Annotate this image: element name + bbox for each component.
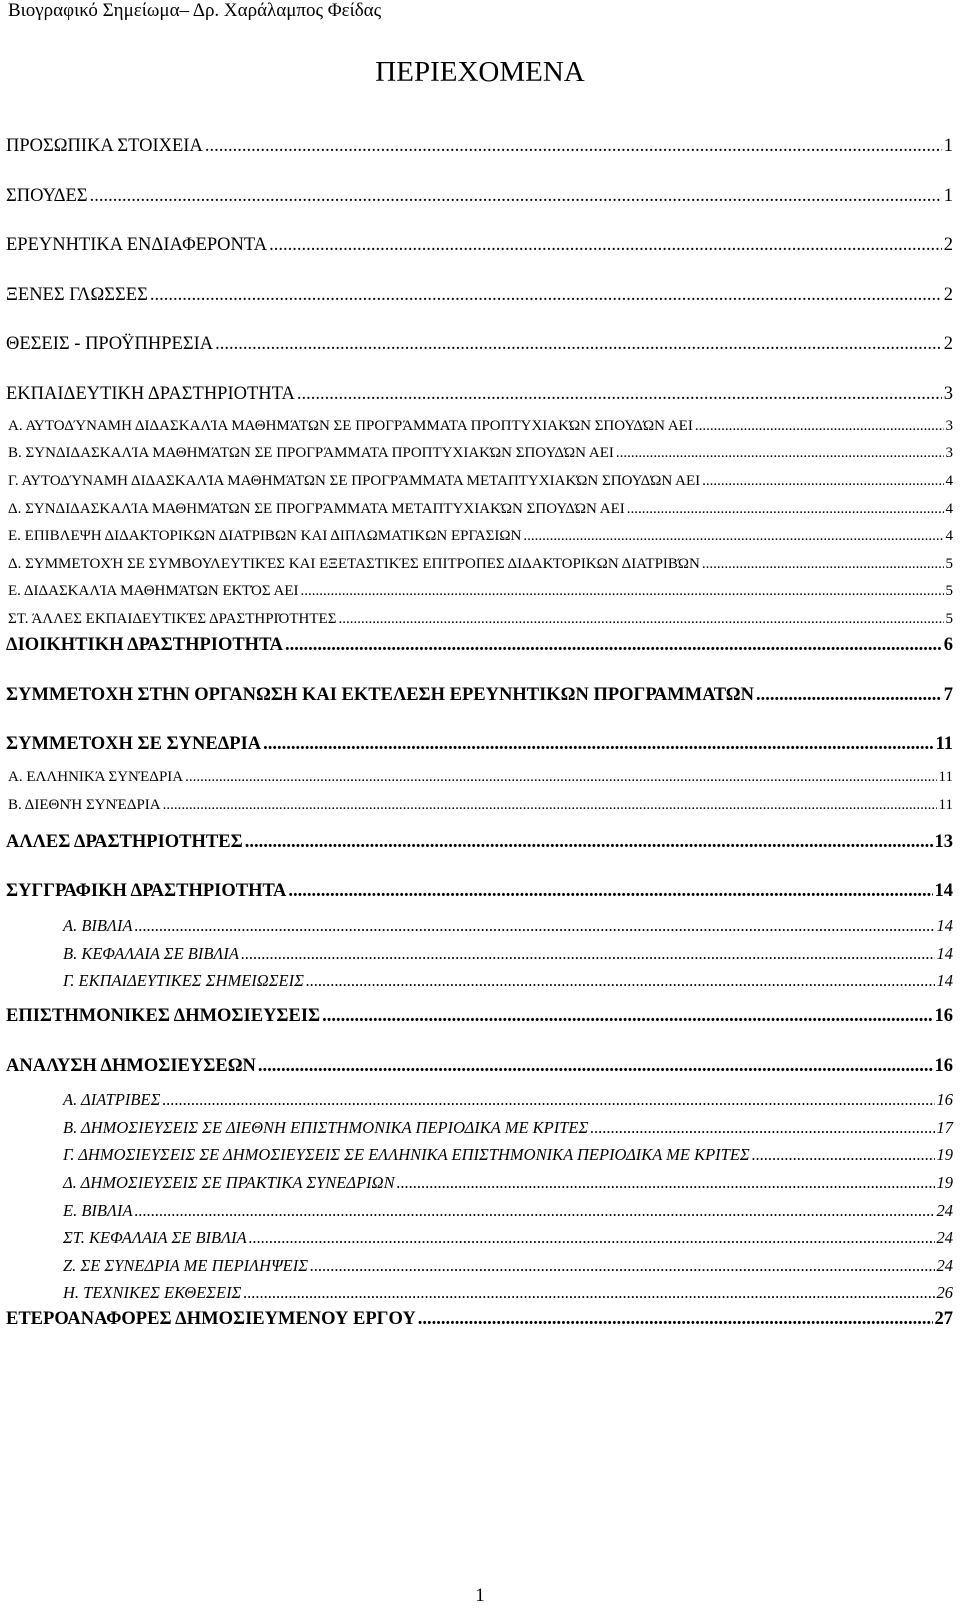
toc-entry-page: 2 [943, 334, 953, 354]
dot-leader [249, 1228, 935, 1248]
dot-leader [397, 1173, 935, 1193]
dot-leader [418, 1309, 933, 1330]
toc-entry-page: 27 [934, 1309, 953, 1329]
toc-entry-page: 3 [945, 445, 953, 461]
toc-entry [6, 285, 953, 306]
toc-entry-label: ΣΥΜΜΕΤΟΧΗ ΣΤΗΝ ΟΡΓΑΝΩΣΗ ΚΑΙ ΕΚΤΕΛΕΣΗ ΕΡΕΥΝΗΤΙΚΩΝ ΠΡΟΓΡΑΜΜΑΤΩΝ [6, 685, 754, 705]
dot-leader [338, 611, 943, 628]
toc-entry-page: 11 [938, 769, 953, 785]
toc-entry [63, 944, 953, 964]
toc-entry-label: Β. ΣΥΝΔΙΔΑΣΚΑΛΊΑ ΜΑΘΗΜΆΤΩΝ ΣΕ ΠΡΟΓΡΆΜΜΑΤΑ ΠΡΟΠΤΥΧΙΑΚΏΝ ΣΠΟΥΔΏΝ ΑΕΙ [8, 445, 614, 461]
toc-entry-page: 16 [934, 1056, 953, 1076]
toc-entry-label: Ε. ΔΙΔΑΣΚΑΛΊΑ ΜΑΘΗΜΆΤΩΝ ΕΚΤΌΣ ΑΕΙ [8, 583, 299, 599]
toc-entry-label: ΕΠΙΣΤΗΜΟΝΙΚΕΣ ΔΗΜΟΣΙΕΥΣΕΙΣ [6, 1006, 321, 1026]
dot-leader [163, 797, 937, 814]
toc-entry [8, 583, 953, 600]
toc-entry-page: 16 [934, 1006, 953, 1026]
dot-leader [205, 136, 942, 157]
toc-entry [8, 528, 953, 545]
toc-entry [63, 916, 953, 936]
toc-entry [6, 881, 953, 902]
toc-entry-page: 14 [934, 881, 953, 901]
toc-entry-page: 5 [945, 556, 953, 572]
toc-entry [6, 235, 953, 256]
toc-entry [63, 971, 953, 991]
toc-entry-page: 3 [943, 384, 953, 404]
toc-entry-page: 24 [936, 1256, 953, 1275]
toc-entry-label: ΣΥΓΓΡΑΦΙΚΗ ΔΡΑΣΤΗΡΙΟΤΗΤΑ [6, 881, 287, 901]
toc-entry [8, 501, 953, 518]
toc-entry-page: 13 [934, 832, 953, 852]
toc-entry-label: ΣΠΟΥΔΕΣ [6, 186, 88, 206]
toc-entry-page: 7 [943, 685, 953, 705]
toc-entry-page: 2 [943, 235, 953, 255]
toc-entry-page: 1 [943, 186, 953, 206]
toc-entry-label: Δ. ΣΥΜΜΕΤΟΧΉ ΣΕ ΣΥΜΒΟΥΛΕΥΤΙΚΈΣ ΚΑΙ ΕΞΕΤΑΣΤΙΚΈΣ ΕΠΙΤΡΟΠΕΣ ΔΙΔΑΚΤΟΡΙΚΩΝ ΔΙΑΤΡΙΒΏΝ [8, 556, 700, 572]
dot-leader [245, 832, 933, 853]
toc-entry-page: 14 [936, 971, 953, 990]
dot-leader [590, 1118, 934, 1138]
dot-leader [306, 971, 935, 991]
toc-entry-page: 4 [945, 528, 953, 544]
toc-entry [6, 1056, 953, 1077]
toc-entry-label: ΕΚΠΑΙΔΕΥΤΙΚΗ ΔΡΑΣΤΗΡΙΟΤΗΤΑ [6, 384, 295, 404]
toc-entry-label: ΠΡΟΣΩΠΙΚΑ ΣΤΟΙΧΕΙΑ [6, 136, 203, 156]
dot-leader [695, 418, 944, 435]
dot-leader [258, 1056, 933, 1077]
dot-leader [269, 235, 942, 256]
toc-entry-label: ΕΡΕΥΝΗΤΙΚΑ ΕΝΔΙΑΦΕΡΟΝΤΑ [6, 235, 268, 255]
toc-entry-page: 4 [945, 473, 953, 489]
toc-entry [8, 556, 953, 573]
toc-entry [63, 1118, 953, 1138]
dot-leader [285, 635, 942, 656]
toc-entry-label: ΑΛΛΕΣ ΔΡΑΣΤΗΡΙΟΤΗΤΕΣ [6, 832, 243, 852]
toc-entry-page: 1 [943, 136, 953, 156]
toc-entry-label: Ε. ΒΙΒΛΙΑ [63, 1201, 133, 1220]
toc-entry-label: Δ. ΔΗΜΟΣΙΕΥΣΕΙΣ ΣΕ ΠΡΑΚΤΙΚΑ ΣΥΝΕΔΡΙΩΝ [63, 1173, 395, 1192]
running-header: Βιογραφικό Σημείωμα– Δρ. Χαράλαμπος Φείδας [8, 0, 382, 21]
toc-entry-label: Β. ΔΙΕΘΝΉ ΣΥΝΈΔΡΙΑ [8, 797, 161, 813]
toc-entry-label: Ζ. ΣΕ ΣΥΝΕΔΡΙΑ ΜΕ ΠΕΡΙΛΗΨΕΙΣ [63, 1256, 309, 1275]
dot-leader [288, 881, 932, 902]
toc-entry [6, 334, 953, 355]
toc-entry-page: 2 [943, 285, 953, 305]
toc-entry [63, 1090, 953, 1110]
toc-entry-page: 24 [936, 1228, 953, 1247]
toc-entry-page: 4 [945, 501, 953, 517]
toc-entry-page: 19 [936, 1145, 953, 1164]
toc-entry [63, 1228, 953, 1248]
toc-entry-label: ΣΥΜΜΕΤΟΧΗ ΣΕ ΣΥΝΕΔΡΙΑ [6, 734, 262, 754]
toc-entry-page: 11 [938, 797, 953, 813]
toc-entry [63, 1283, 953, 1303]
toc-entry [6, 1006, 953, 1027]
toc-entry [8, 418, 953, 435]
toc-entry-label: Β. ΔΗΜΟΣΙΕΥΣΕΙΣ ΣΕ ΔΙΕΘΝΗ ΕΠΙΣΤΗΜΟΝΙΚΑ ΠΕΡΙΟΔΙΚΑ ΜΕ ΚΡΙΤΕΣ [63, 1118, 589, 1137]
toc-entry-label: ΔΙΟΙΚΗΤΙΚΗ ΔΡΑΣΤΗΡΙΟΤΗΤΑ [6, 635, 283, 655]
toc-entry-label: ΞΕΝΕΣ ΓΛΩΣΣΕΣ [6, 285, 148, 305]
toc-entry-label: ΑΝΑΛΥΣΗ ΔΗΜΟΣΙΕΥΣΕΩΝ [6, 1056, 256, 1076]
toc-entry-label: Η. ΤΕΧΝΙΚΕΣ ΕΚΘΕΣΕΙΣ [63, 1283, 242, 1302]
dot-leader [243, 1283, 934, 1303]
toc-entry-page: 17 [936, 1118, 953, 1137]
dot-leader [297, 384, 942, 405]
dot-leader [616, 445, 944, 462]
dot-leader [702, 556, 944, 573]
toc-entry [6, 136, 953, 157]
page-title: ΠΕΡΙΕΧΟΜΕΝΑ [375, 56, 585, 88]
dot-leader [702, 473, 943, 490]
toc-entry-label: ΕΤΕΡΟΑΝΑΦΟΡΕΣ ΔΗΜΟΣΙΕΥΜΕΝΟΥ ΕΡΓΟΥ [6, 1309, 416, 1329]
toc-entry-label: Γ. ΑΥΤΟΔΎΝΑΜΗ ΔΙΔΑΣΚΑΛΊΑ ΜΑΘΗΜΆΤΩΝ ΣΕ ΠΡΟΓΡΆΜΜΑΤΑ ΜΕΤΑΠΤΥΧΙΑΚΏΝ ΣΠΟΥΔΏΝ ΑΕΙ [8, 473, 701, 489]
toc-entry-label: Ε. ΕΠΙΒΛΕΨΗ ΔΙΔΑΚΤΟΡΙΚΩΝ ΔΙΑΤΡΙΒΩΝ ΚΑΙ ΔΙΠΛΩΜΑΤΙΚΩΝ ΕΡΓΑΣΙΩΝ [8, 528, 522, 544]
toc-entry-label: ΘΕΣΕΙΣ - ΠΡΟΫΠΗΡΕΣΙΑ [6, 334, 214, 354]
toc-entry-page: 26 [936, 1283, 953, 1302]
toc-entry [6, 685, 953, 706]
toc-entry-page: 11 [935, 734, 953, 754]
toc-entry-page: 14 [936, 944, 953, 963]
toc-entry [63, 1201, 953, 1221]
toc-entry [6, 635, 953, 656]
toc-entry-page: 5 [945, 611, 953, 627]
dot-leader [310, 1256, 934, 1276]
toc-entry [6, 734, 953, 755]
toc-entry-label: ΣΤ. ΚΕΦΑΛΑΙΑ ΣΕ ΒΙΒΛΙΑ [63, 1228, 247, 1247]
toc-entry-label: Γ. ΕΚΠΑΙΔΕΥΤΙΚΕΣ ΣΗΜΕΙΩΣΕΙΣ [63, 971, 304, 990]
toc-entry-label: Δ. ΣΥΝΔΙΔΑΣΚΑΛΊΑ ΜΑΘΗΜΆΤΩΝ ΣΕ ΠΡΟΓΡΆΜΜΑΤΑ ΜΕΤΑΠΤΥΧΙΑΚΏΝ ΣΠΟΥΔΏΝ ΑΕΙ [8, 501, 625, 517]
dot-leader [215, 334, 942, 355]
toc-entry-page: 24 [936, 1201, 953, 1220]
dot-leader [322, 1006, 932, 1027]
page-number: 1 [475, 1585, 485, 1606]
toc-entry [63, 1145, 953, 1165]
toc-entry [8, 473, 953, 490]
toc-entry-label: Α. ΔΙΑΤΡΙΒΕΣ [63, 1090, 161, 1109]
dot-leader [241, 944, 935, 964]
dot-leader [90, 186, 942, 207]
toc-entry [63, 1173, 953, 1193]
toc-entry [6, 832, 953, 853]
dot-leader [150, 285, 942, 306]
toc-entry-page: 3 [945, 418, 953, 434]
toc-entry-label: ΣΤ. ΆΛΛΕΣ ΕΚΠΑΙΔΕΥΤΙΚΈΣ ΔΡΑΣΤΗΡΙΌΤΗΤΕΣ [8, 611, 337, 627]
toc-entry [6, 1309, 953, 1330]
toc-entry [6, 384, 953, 405]
dot-leader [135, 916, 935, 936]
toc-entry-page: 6 [943, 635, 953, 655]
toc-entry [8, 611, 953, 628]
toc-entry-page: 16 [936, 1090, 953, 1109]
toc-entry-page: 5 [945, 583, 953, 599]
toc-entry-label: Γ. ΔΗΜΟΣΙΕΥΣΕΙΣ ΣΕ ΔΗΜΟΣΙΕΥΣΕΙΣ ΣΕ ΕΛΛΗΝΙΚΑ ΕΠΙΣΤΗΜΟΝΙΚΑ ΠΕΡΙΟΔΙΚΑ ΜΕ ΚΡΙΤΕΣ [63, 1145, 750, 1164]
toc-entry-label: Β. ΚΕΦΑΛΑΙΑ ΣΕ ΒΙΒΛΙΑ [63, 944, 239, 963]
toc-entry-label: Α. ΕΛΛΗΝΙΚΆ ΣΥΝΈΔΡΙΑ [8, 769, 184, 785]
dot-leader [752, 1145, 935, 1165]
dot-leader [523, 528, 943, 545]
toc-entry [63, 1256, 953, 1276]
toc-entry-page: 19 [936, 1173, 953, 1192]
dot-leader [135, 1201, 935, 1221]
dot-leader [756, 685, 942, 706]
dot-leader [627, 501, 944, 518]
toc-entry [8, 797, 953, 814]
dot-leader [263, 734, 933, 755]
toc-entry-label: Α. ΑΥΤΟΔΎΝΑΜΗ ΔΙΔΑΣΚΑΛΊΑ ΜΑΘΗΜΆΤΩΝ ΣΕ ΠΡΟΓΡΆΜΜΑΤΑ ΠΡΟΠΤΥΧΙΑΚΏΝ ΣΠΟΥΔΏΝ ΑΕΙ [8, 418, 693, 434]
toc-entry-page: 14 [936, 916, 953, 935]
toc-entry [8, 445, 953, 462]
dot-leader [185, 769, 936, 786]
dot-leader [301, 583, 944, 600]
toc-entry-label: Α. ΒΙΒΛΙΑ [63, 916, 133, 935]
dot-leader [162, 1090, 934, 1110]
toc-entry [6, 186, 953, 207]
toc-entry [8, 769, 953, 786]
